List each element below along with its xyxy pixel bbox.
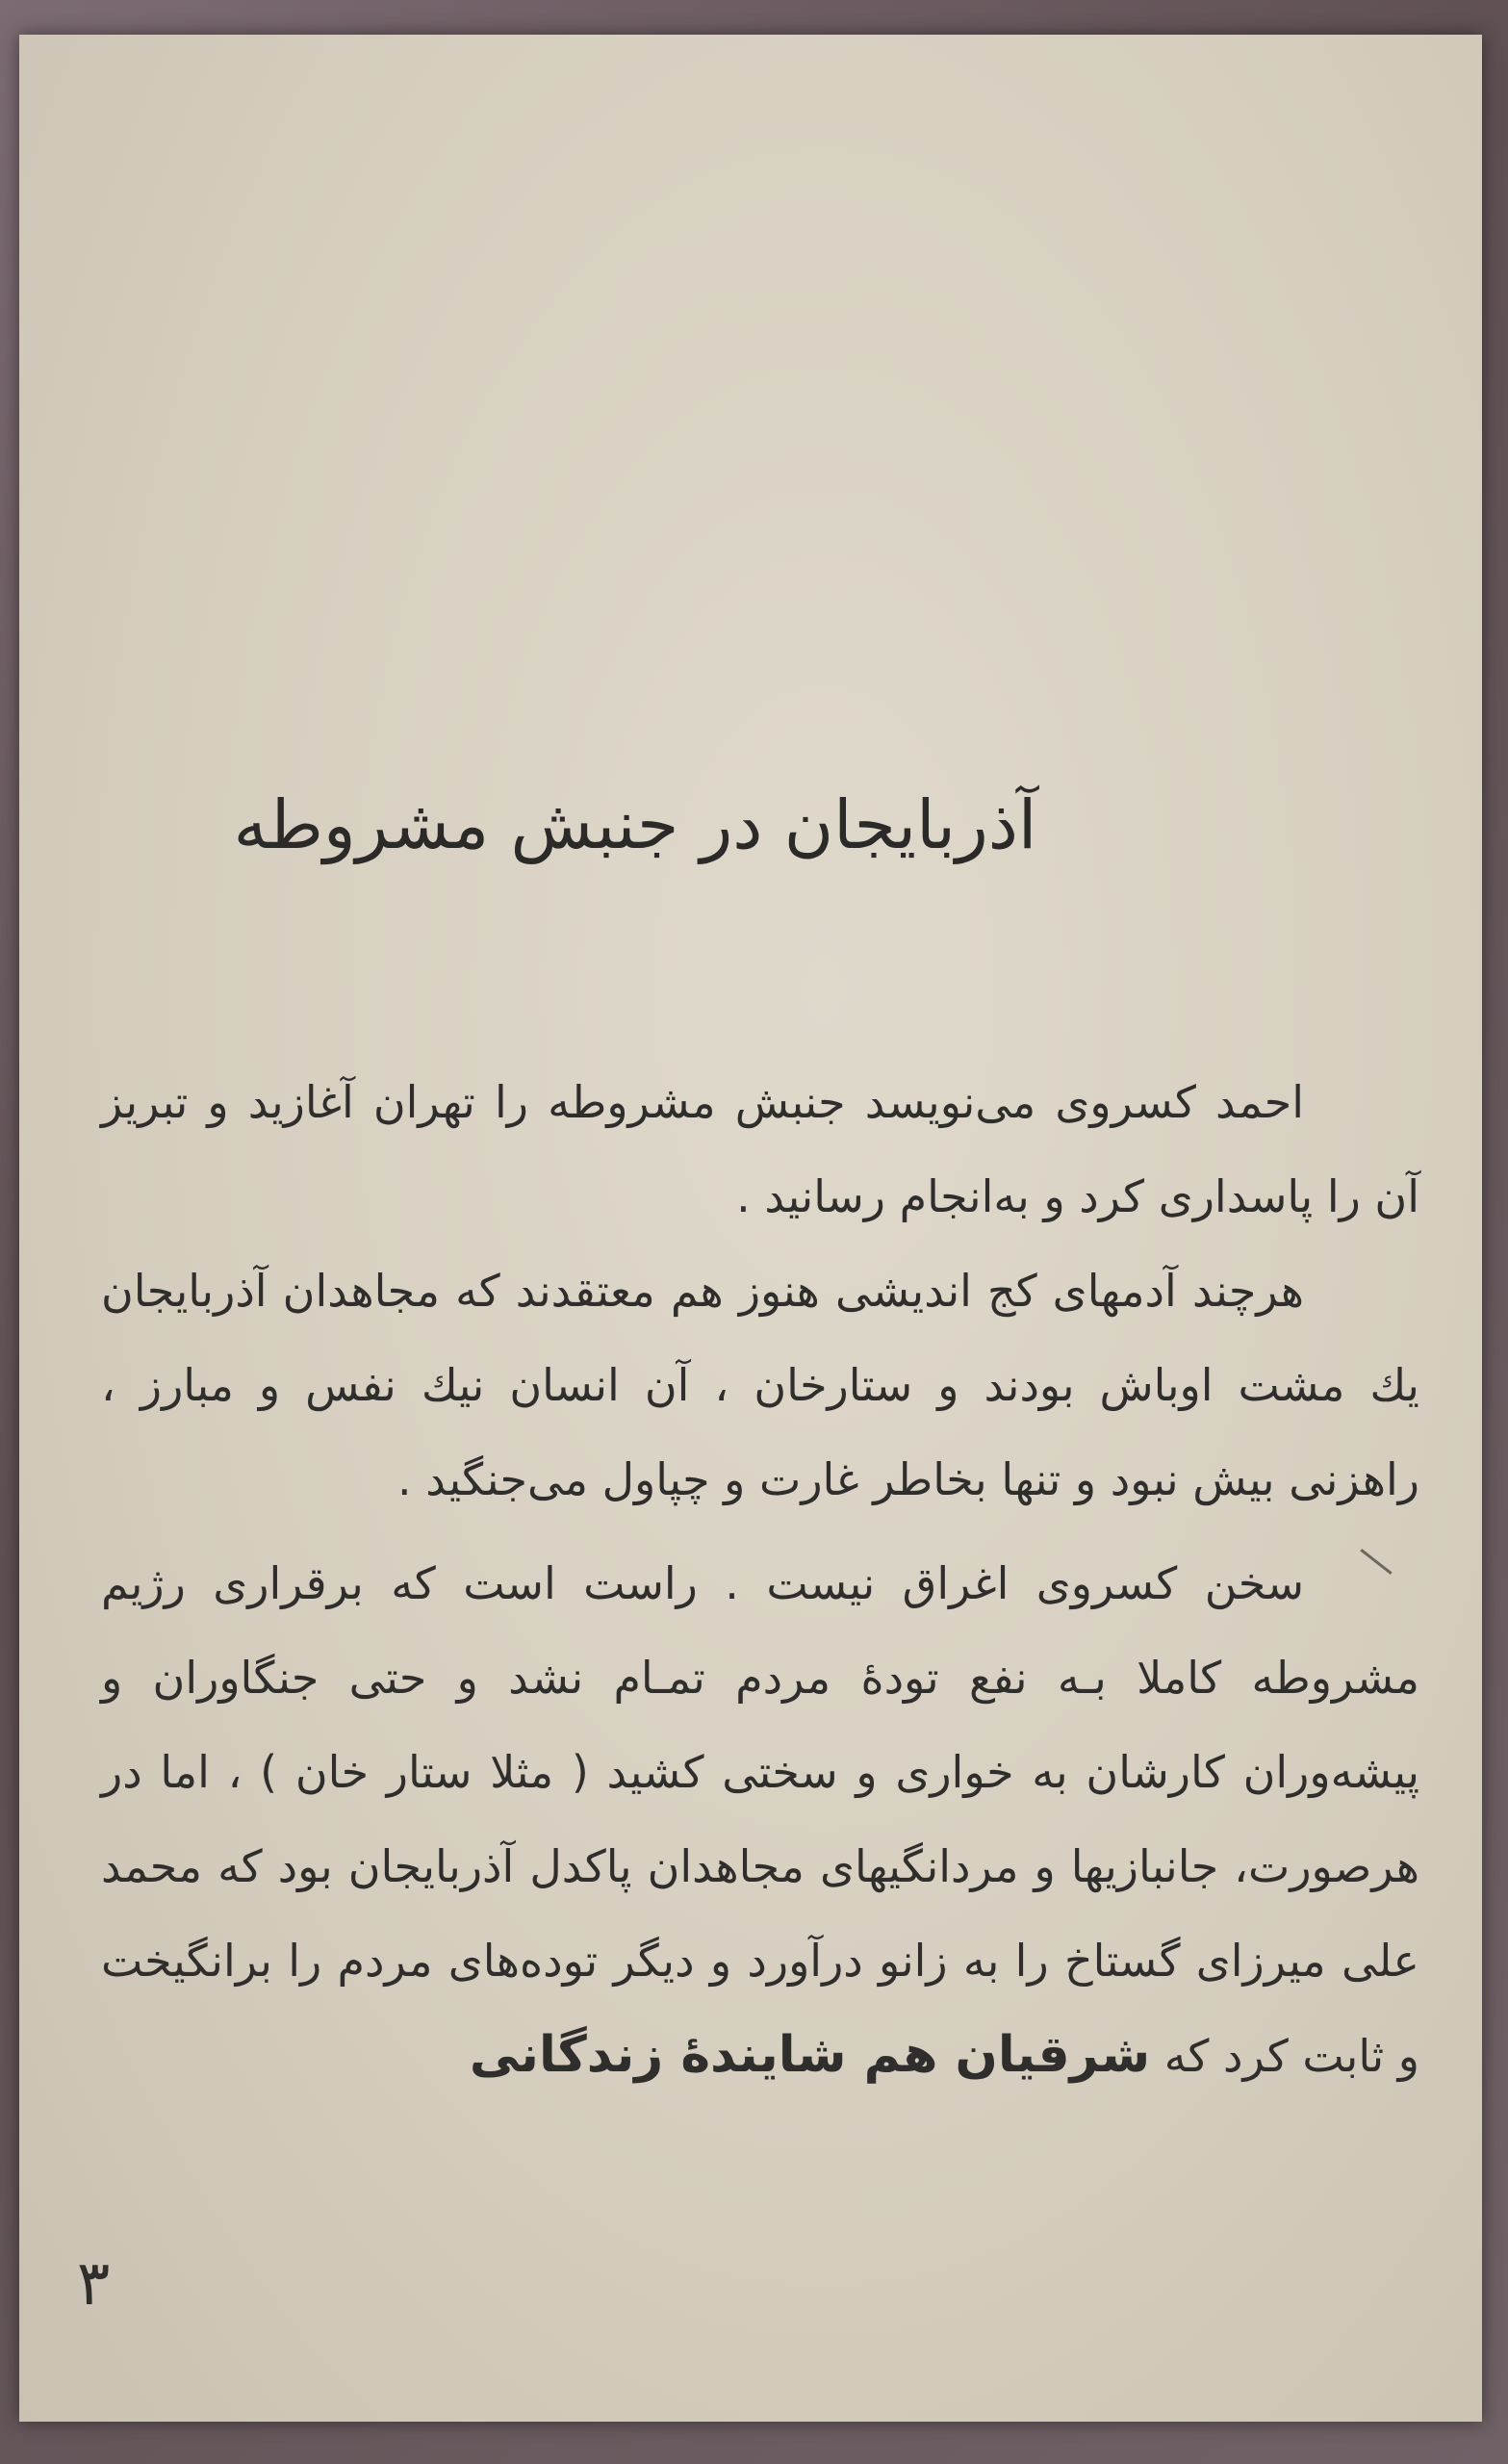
paragraph-3 bbox=[101, 1536, 1419, 2103]
emphasized-phrase: شرقیان هم شایندهٔ زندگانی bbox=[469, 2026, 1151, 2084]
body-text bbox=[101, 1055, 1419, 2103]
book-page bbox=[19, 35, 1482, 2422]
paragraph-2: هرچند آدمهای کج اندیشی هنوز هم معتقدند که مجاهدان آذربایجان یك مشت اوباش بودند و ستارخان ، آن انسان نیك نفس و مبارز ، راهزنی بیش نبود و تنها بخاطر غارت و چپاول می‌جنگید . bbox=[101, 1265, 1419, 1505]
page-number: ۳ bbox=[77, 2248, 111, 2320]
paragraph-3-text: سخن کسروی اغراق نیست . راست است که برقراری رژیم مشروطه کاملا بـه نفع تودهٔ مردم تمـام نشد و حتی جنگاوران و پیشه‌وران کارشان به خواری و سختی کشید ( مثلا ستار خان ) ، اما در هرصورت، جانبازیها و مردانگیهای مجاهدان پاکدل آذربایجان بود که محمد علی میرزای گستاخ را به زانو درآورد و دیگر توده‌های مردم را برانگیخت و ثابت کرد که bbox=[101, 1557, 1419, 2082]
chapter-title: آذربایجان در جنبش مشروطه bbox=[233, 785, 1037, 864]
paragraph-1: احمد کسروی می‌نویسد جنبش مشروطه را تهران آغازید و تبریز آن را پاسداری کرد و به‌انجام رسانید . bbox=[101, 1076, 1419, 1222]
